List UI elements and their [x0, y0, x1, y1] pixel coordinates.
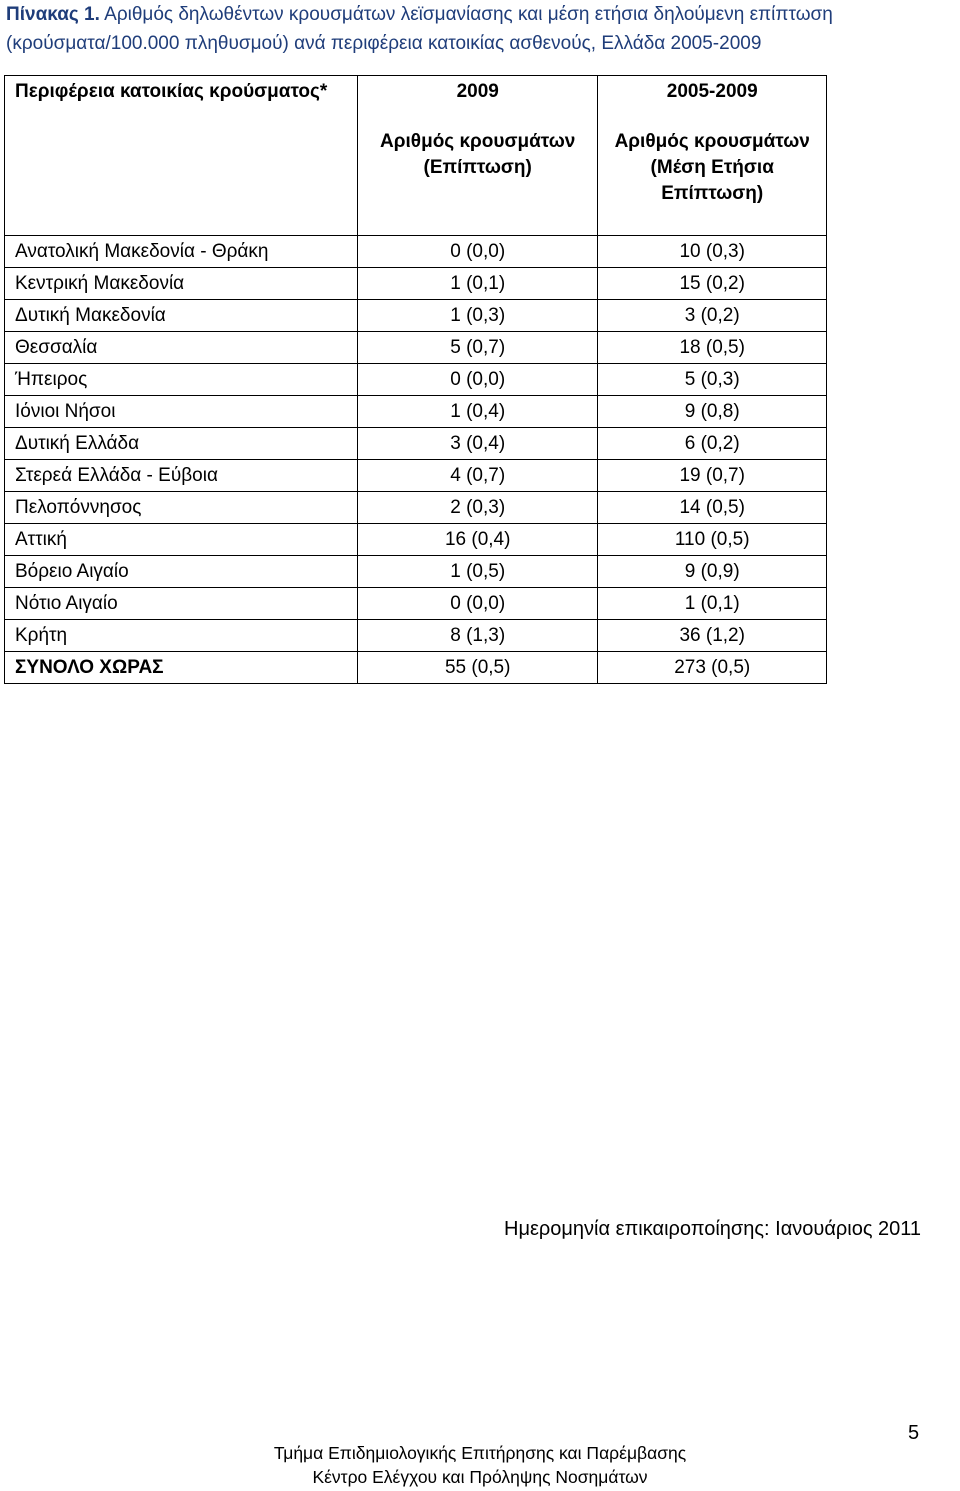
table-row: [5, 524, 827, 556]
region-cell: Νότιο Αιγαίο: [5, 588, 358, 620]
region-cell: Στερεά Ελλάδα - Εύβοια: [5, 460, 358, 492]
cases-range-cell: 36 (1,2): [598, 620, 827, 652]
caption-text: Αριθμός δηλωθέντων κρουσμάτων λεϊσμανίασης και μέση ετήσια δηλούμενη επίπτωση (κρούσματα/100.000 πληθυσμού) ανά περιφέρεια κατοικίας ασθενούς, Ελλάδα 2005-2009: [6, 4, 833, 54]
table-body: [5, 236, 827, 684]
cases-range-cell: 1 (0,1): [598, 588, 827, 620]
update-date: Ημερομηνία επικαιροποίησης: Ιανουάριος 2011: [504, 1218, 922, 1240]
cases-table: [4, 75, 827, 684]
cases-2009-cell: 8 (1,3): [357, 620, 597, 652]
table-row: [5, 396, 827, 428]
table-row: [5, 556, 827, 588]
footer: [210, 1441, 750, 1489]
header-region-label: Περιφέρεια κατοικίας κρούσματος*: [15, 81, 328, 102]
region-cell: Ήπειρος: [5, 364, 358, 396]
page-number: 5: [908, 1422, 920, 1444]
footer-organization: Κέντρο Ελέγχου και Πρόληψης Νοσημάτων: [312, 1467, 648, 1487]
region-cell: Δυτική Μακεδονία: [5, 300, 358, 332]
cases-range-cell: 9 (0,9): [598, 556, 827, 588]
header-2009-sub: Αριθμός κρουσμάτων (Επίπτωση): [380, 131, 576, 178]
total-range-cell: 273 (0,5): [598, 652, 827, 684]
region-cell: Αττική: [5, 524, 358, 556]
table-row: [5, 588, 827, 620]
cases-2009-cell: 1 (0,5): [357, 556, 597, 588]
cases-2009-cell: 5 (0,7): [357, 332, 597, 364]
region-cell: Δυτική Ελλάδα: [5, 428, 358, 460]
cases-range-cell: 3 (0,2): [598, 300, 827, 332]
table-row: [5, 236, 827, 268]
region-cell: Κρήτη: [5, 620, 358, 652]
region-cell: Ανατολική Μακεδονία - Θράκη: [5, 236, 358, 268]
cases-range-cell: 5 (0,3): [598, 364, 827, 396]
table-row: [5, 364, 827, 396]
table-row: [5, 492, 827, 524]
table-row: [5, 332, 827, 364]
total-region-cell: ΣΥΝΟΛΟ ΧΩΡΑΣ: [5, 652, 358, 684]
header-range-years: 2005-2009: [666, 81, 758, 102]
cases-range-cell: 110 (0,5): [598, 524, 827, 556]
cases-2009-cell: 3 (0,4): [357, 428, 597, 460]
cases-range-cell: 6 (0,2): [598, 428, 827, 460]
cases-range-cell: 19 (0,7): [598, 460, 827, 492]
cases-range-cell: 10 (0,3): [598, 236, 827, 268]
region-cell: Κεντρική Μακεδονία: [5, 268, 358, 300]
table-row: [5, 300, 827, 332]
cases-2009-cell: 0 (0,0): [357, 236, 597, 268]
header-range: [598, 76, 827, 236]
cases-2009-cell: 0 (0,0): [357, 588, 597, 620]
region-cell: Πελοπόννησος: [5, 492, 358, 524]
cases-range-cell: 9 (0,8): [598, 396, 827, 428]
total-2009-cell: 55 (0,5): [357, 652, 597, 684]
cases-2009-cell: 0 (0,0): [357, 364, 597, 396]
cases-2009-cell: 4 (0,7): [357, 460, 597, 492]
cases-2009-cell: 1 (0,3): [357, 300, 597, 332]
table-row: [5, 268, 827, 300]
region-cell: Θεσσαλία: [5, 332, 358, 364]
header-2009-year: 2009: [456, 81, 499, 102]
cases-2009-cell: 1 (0,1): [357, 268, 597, 300]
table-caption: [6, 0, 956, 58]
region-cell: Ιόνιοι Νήσοι: [5, 396, 358, 428]
header-2009: [357, 76, 597, 236]
table-header-row: [5, 76, 827, 236]
table-row: [5, 428, 827, 460]
total-row: [5, 652, 827, 684]
region-cell: Βόρειο Αιγαίο: [5, 556, 358, 588]
header-region: [5, 76, 358, 236]
table-row: [5, 620, 827, 652]
cases-range-cell: 15 (0,2): [598, 268, 827, 300]
cases-range-cell: 14 (0,5): [598, 492, 827, 524]
cases-2009-cell: 16 (0,4): [357, 524, 597, 556]
header-range-sub: Αριθμός κρουσμάτων (Μέση Ετήσια Επίπτωση): [614, 131, 810, 204]
cases-range-cell: 18 (0,5): [598, 332, 827, 364]
cases-2009-cell: 2 (0,3): [357, 492, 597, 524]
footer-department: Τμήμα Επιδημιολογικής Επιτήρησης και Παρέμβασης: [273, 1443, 687, 1463]
table-row: [5, 460, 827, 492]
cases-2009-cell: 1 (0,4): [357, 396, 597, 428]
caption-label: Πίνακας 1.: [6, 4, 100, 25]
